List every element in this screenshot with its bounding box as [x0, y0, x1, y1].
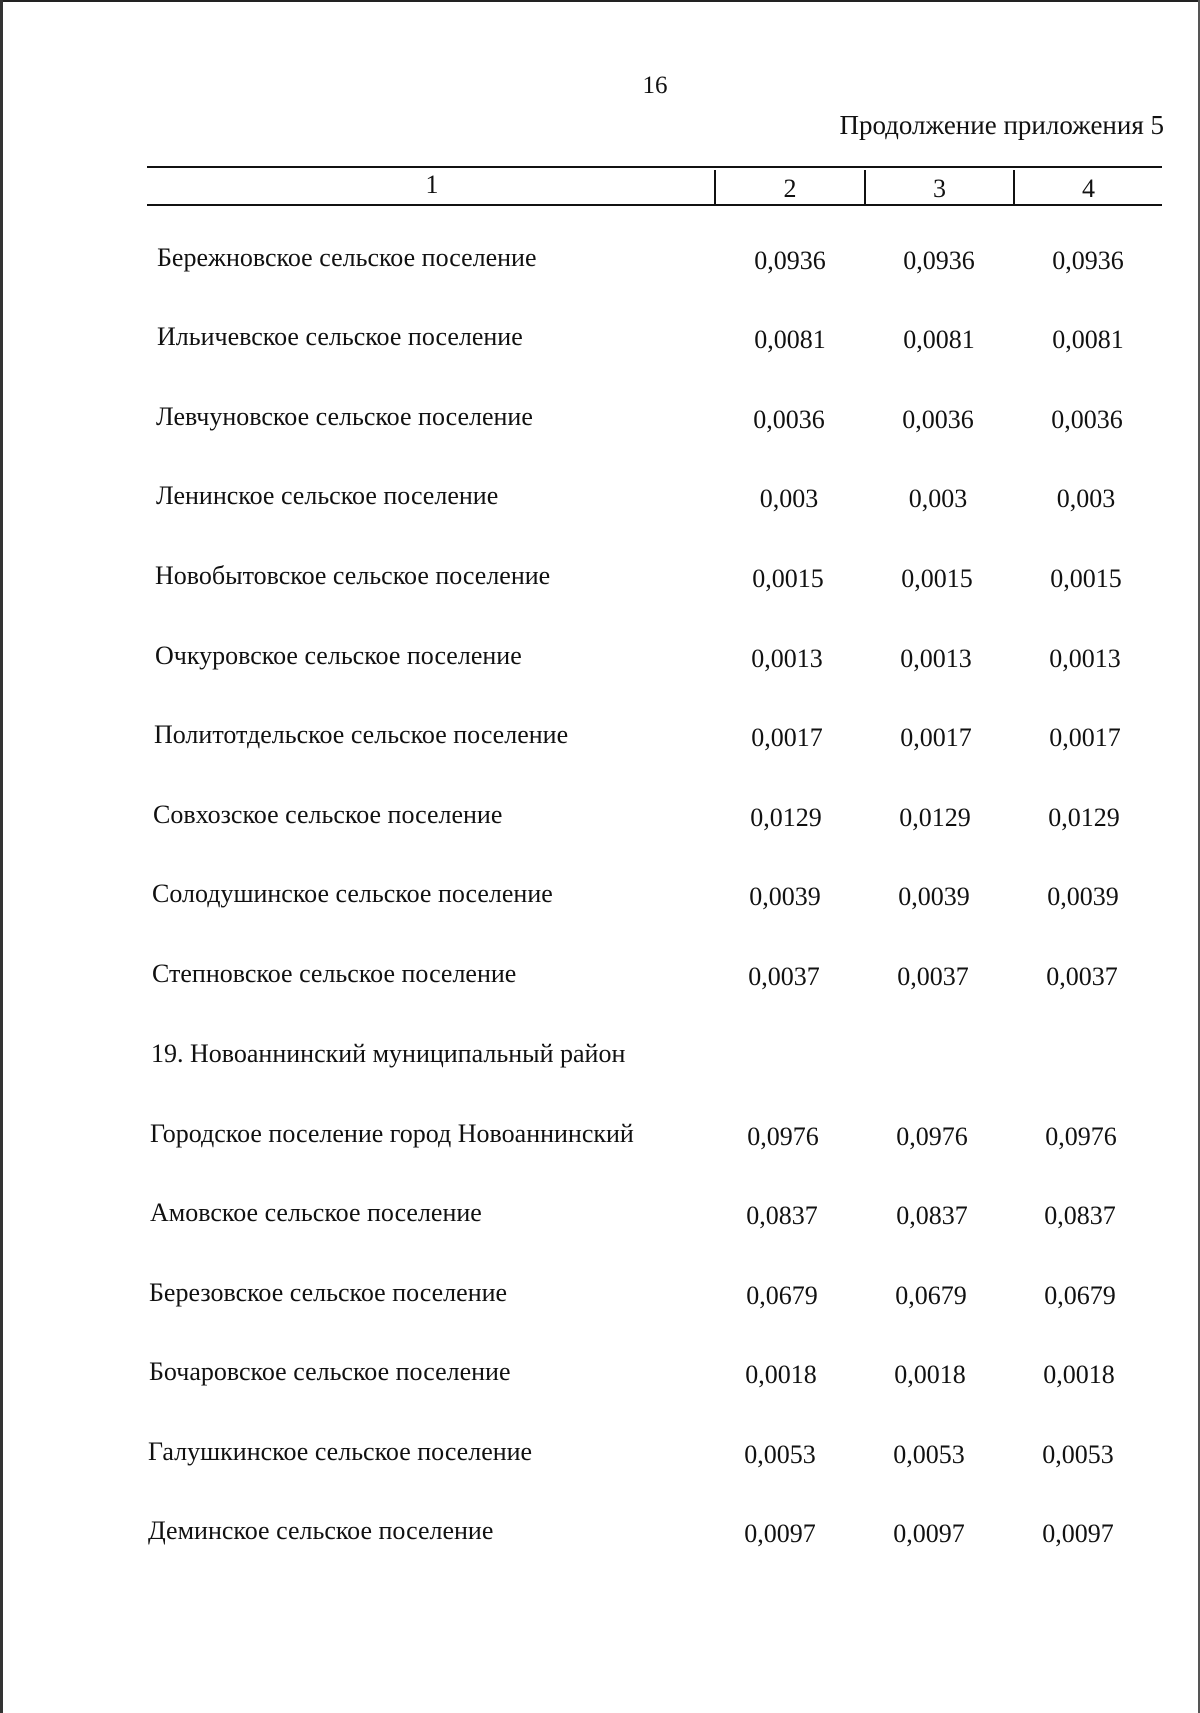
row-value-col2: 0,0018 — [745, 1360, 817, 1389]
table-row — [0, 402, 1200, 442]
row-value-col3: 0,0037 — [897, 962, 969, 991]
table-row — [0, 561, 1200, 601]
table-row — [0, 641, 1200, 681]
row-value-col3: 0,0015 — [901, 564, 973, 593]
row-name: Новобытовское сельское поселение — [155, 561, 551, 590]
row-value-col4: 0,0013 — [1049, 644, 1121, 673]
header-col-4: 4 — [1082, 174, 1095, 203]
row-value-col2: 0,0037 — [748, 962, 820, 991]
row-value-col4: 0,0097 — [1042, 1519, 1114, 1548]
row-value-col2: 0,0081 — [754, 325, 826, 354]
row-value-col2: 0,0036 — [753, 405, 825, 434]
row-value-col4: 0,0129 — [1048, 803, 1120, 832]
header-bottom-rule — [147, 204, 1162, 206]
row-value-col3: 0,0129 — [899, 803, 971, 832]
row-value-col3: 0,003 — [908, 484, 968, 513]
table-row — [0, 1357, 1200, 1397]
row-value-col3: 0,0013 — [900, 644, 972, 673]
row-value-col2: 0,0097 — [744, 1519, 816, 1548]
table-row — [0, 1437, 1200, 1477]
table-row — [0, 879, 1200, 919]
table-row — [0, 322, 1200, 362]
row-value-col3: 0,0837 — [896, 1201, 968, 1230]
row-value-col4: 0,0837 — [1044, 1201, 1116, 1230]
row-name: Бочаровское сельское поселение — [149, 1357, 511, 1386]
row-value-col4: 0,0037 — [1046, 962, 1118, 991]
row-name: Степновское сельское поселение — [152, 959, 517, 988]
row-value-col3: 0,0081 — [903, 325, 975, 354]
table-row — [0, 720, 1200, 760]
row-value-col4: 0,0679 — [1044, 1281, 1116, 1310]
table-row — [0, 800, 1200, 840]
row-name: Левчуновское сельское поселение — [156, 402, 533, 431]
row-value-col4: 0,0936 — [1052, 246, 1124, 275]
row-name: Солодушинское сельское поселение — [152, 879, 553, 908]
section-heading-row — [0, 1039, 1200, 1079]
row-value-col3: 0,0036 — [902, 405, 974, 434]
table-row — [0, 1198, 1200, 1238]
row-name: Политотдельское сельское поселение — [154, 720, 569, 749]
row-name: Ильичевское сельское поселение — [157, 322, 523, 351]
row-name: Галушкинское сельское поселение — [148, 1437, 533, 1466]
row-name: Городское поселение город Новоаннинский — [150, 1119, 634, 1148]
row-value-col3: 0,0976 — [896, 1122, 968, 1151]
row-value-col4: 0,0015 — [1050, 564, 1122, 593]
header-top-rule — [147, 166, 1162, 168]
row-value-col2: 0,0679 — [746, 1281, 818, 1310]
row-value-col4: 0,0017 — [1049, 723, 1121, 752]
row-value-col4: 0,003 — [1056, 484, 1116, 513]
row-name: Амовское сельское поселение — [150, 1198, 482, 1227]
row-value-col3: 0,0039 — [898, 882, 970, 911]
continuation-title: Продолжение приложения 5 — [839, 110, 1164, 140]
row-value-col2: 0,0039 — [749, 882, 821, 911]
row-name: Совхозское сельское поселение — [153, 800, 503, 829]
section-heading: 19. Новоаннинский муниципальный район — [151, 1039, 626, 1068]
table-row — [0, 959, 1200, 999]
row-value-col3: 0,0053 — [893, 1440, 965, 1469]
row-value-col3: 0,0018 — [894, 1360, 966, 1389]
row-value-col2: 0,0013 — [751, 644, 823, 673]
row-name: Очкуровское сельское поселение — [155, 641, 522, 670]
row-value-col3: 0,0097 — [893, 1519, 965, 1548]
table-row — [0, 243, 1200, 283]
row-value-col2: 0,0837 — [746, 1201, 818, 1230]
header-col-2: 2 — [783, 174, 797, 203]
row-value-col2: 0,003 — [759, 484, 819, 513]
header-col-1: 1 — [425, 170, 439, 199]
header-col-3: 3 — [933, 174, 946, 203]
row-value-col4: 0,0039 — [1047, 882, 1119, 911]
row-value-col4: 0,0976 — [1045, 1122, 1117, 1151]
row-value-col2: 0,0017 — [751, 723, 823, 752]
page-number: 16 — [642, 72, 668, 99]
row-value-col3: 0,0936 — [903, 246, 975, 275]
table-row — [0, 1516, 1200, 1556]
row-value-col4: 0,0018 — [1043, 1360, 1115, 1389]
row-value-col2: 0,0053 — [744, 1440, 816, 1469]
row-value-col2: 0,0129 — [750, 803, 822, 832]
row-value-col3: 0,0679 — [895, 1281, 967, 1310]
row-value-col2: 0,0936 — [754, 246, 826, 275]
table-row — [0, 1119, 1200, 1159]
row-value-col3: 0,0017 — [900, 723, 972, 752]
table-row — [0, 1278, 1200, 1318]
row-name: Ленинское сельское поселение — [156, 481, 499, 510]
row-value-col4: 0,0081 — [1052, 325, 1124, 354]
row-value-col4: 0,0036 — [1051, 405, 1123, 434]
row-value-col4: 0,0053 — [1042, 1440, 1114, 1469]
row-name: Березовское сельское поселение — [149, 1278, 508, 1307]
row-name: Деминское сельское поселение — [148, 1516, 494, 1545]
table-row — [0, 481, 1200, 521]
row-name: Бережновское сельское поселение — [157, 243, 537, 272]
scan-border-top — [0, 0, 1200, 2]
row-value-col2: 0,0015 — [752, 564, 824, 593]
row-value-col2: 0,0976 — [747, 1122, 819, 1151]
